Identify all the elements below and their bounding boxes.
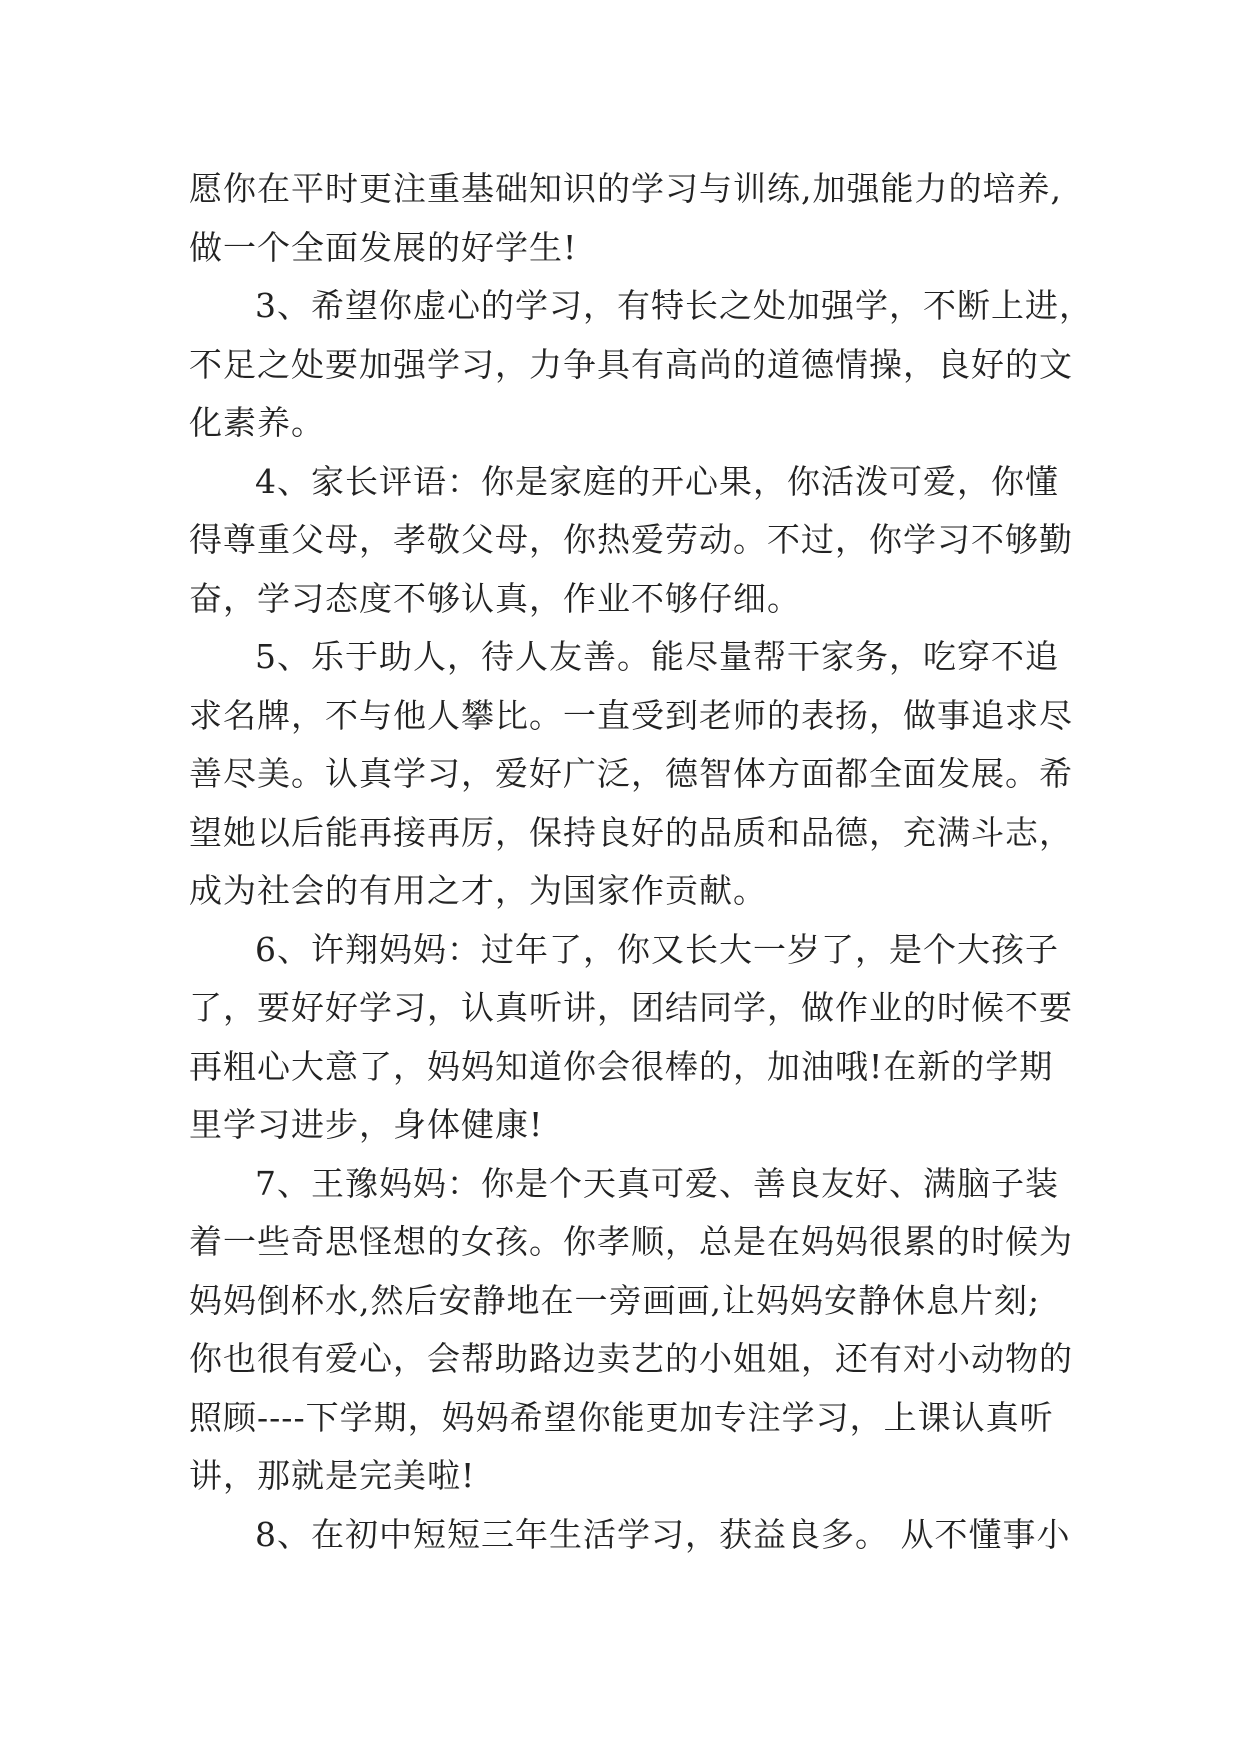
text-line: 化素养。: [189, 403, 325, 442]
text-line: 妈妈倒杯水,然后安静地在一旁画画,让妈妈安静休息片刻;: [189, 1280, 1041, 1320]
text-line: 里学习进步，身体健康!: [189, 1105, 544, 1144]
text-line: 不足之处要加强学习，力争具有高尚的道德情操，良好的文: [189, 344, 1073, 384]
text-line: 你也很有爱心，会帮助路边卖艺的小姐姐，还有对小动物的: [189, 1339, 1073, 1378]
text-line: 着一些奇思怪想的女孩。你孝顺，总是在妈妈很累的时候为: [189, 1222, 1073, 1261]
text-line: 照顾----下学期，妈妈希望你能更加专注学习，上课认真听: [189, 1397, 1054, 1437]
text-line: 求名牌，不与他人攀比。一直受到老师的表扬，做事追求尽: [189, 695, 1073, 735]
text-line: 愿你在平时更注重基础知识的学习与训练,加强能力的培养,: [189, 169, 1062, 208]
text-line: 了，要好好学习，认真听讲，团结同学，做作业的时候不要: [189, 988, 1073, 1027]
text-line: 再粗心大意了，妈妈知道你会很棒的，加油哦!在新的学期: [189, 1046, 1054, 1086]
text-line: 得尊重父母，孝敬父母，你热爱劳动。不过，你学习不够勤: [189, 520, 1073, 559]
text-line: 8、在初中短短三年生活学习，获益良多。 从不懂事小: [255, 1514, 1071, 1554]
text-line: 3、希望你虚心的学习，有特长之处加强学，不断上进，: [255, 286, 1093, 325]
text-line: 4、家长评语：你是家庭的开心果，你活泼可爱，你懂: [255, 461, 1059, 501]
text-line: 成为社会的有用之才，为国家作贡献。: [189, 871, 767, 910]
text-line: 7、王豫妈妈：你是个天真可爱、善良友好、满脑子装: [255, 1163, 1059, 1203]
text-line: 6、许翔妈妈：过年了，你又长大一岁了，是个大孩子: [255, 929, 1059, 969]
document-body: [189, 160, 1093, 1564]
text-line: 5、乐于助人，待人友善。能尽量帮干家务，吃穿不追: [255, 637, 1059, 676]
text-line: 望她以后能再接再厉，保持良好的品质和品德，充满斗志，: [189, 812, 1073, 852]
text-line: 善尽美。认真学习，爱好广泛，德智体方面都全面发展。希: [189, 754, 1073, 793]
text-line: 奋，学习态度不够认真，作业不够仔细。: [189, 578, 801, 618]
text-line: 讲，那就是完美啦!: [189, 1456, 476, 1495]
text-line: 做一个全面发展的好学生!: [189, 227, 578, 267]
